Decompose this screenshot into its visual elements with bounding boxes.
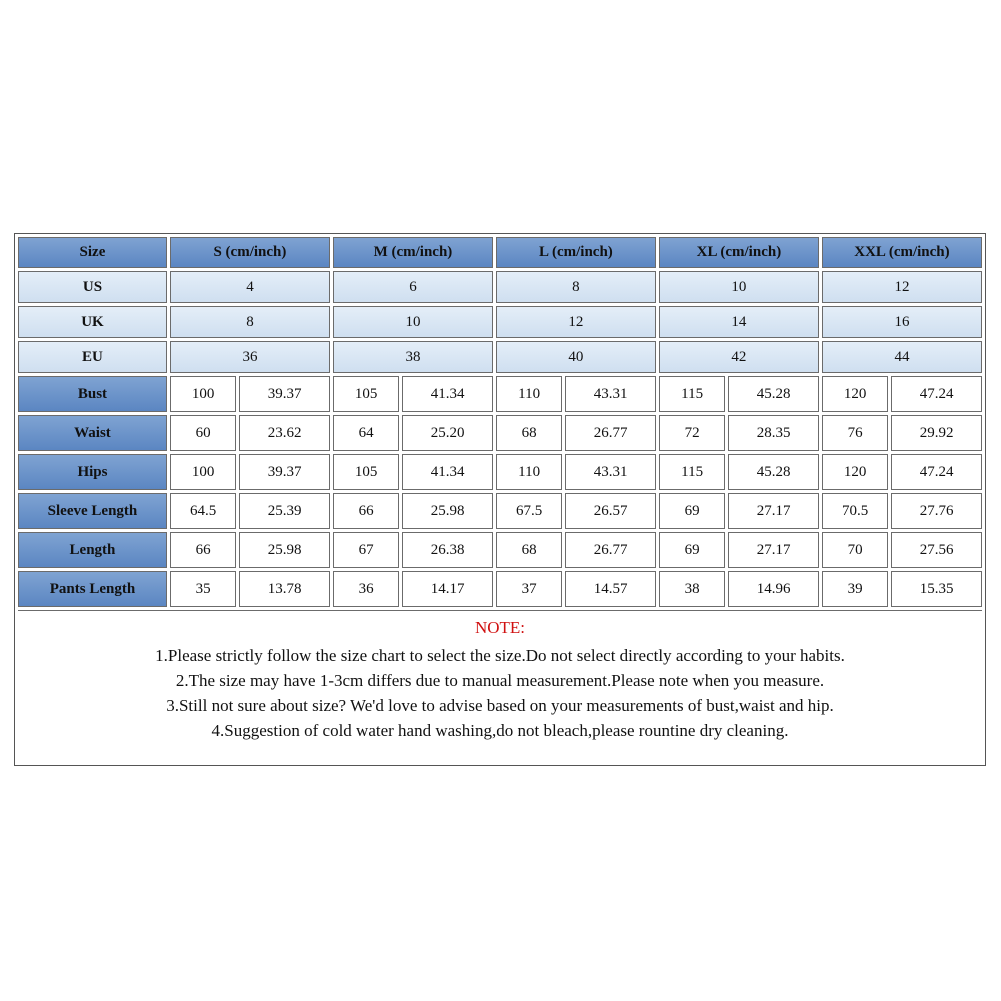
table-cell: 36	[333, 571, 399, 607]
table-row	[18, 415, 982, 451]
table-cell: 26.77	[565, 415, 656, 451]
table-cell: 6	[333, 271, 493, 303]
table-row	[18, 306, 982, 338]
table-row	[18, 271, 982, 303]
table-cell: 100	[170, 454, 236, 490]
table-cell: 10	[659, 271, 819, 303]
table-cell: 27.17	[728, 532, 819, 568]
table-cell: 45.28	[728, 454, 819, 490]
table-cell: 8	[170, 306, 330, 338]
note-line: 3.Still not sure about size? We'd love to advise based on your measurements of bust,waist and hip.	[166, 696, 834, 715]
table-cell: 60	[170, 415, 236, 451]
table-cell: 69	[659, 493, 725, 529]
table-cell: 110	[496, 376, 562, 412]
table-cell: 40	[496, 341, 656, 373]
table-cell: 39.37	[239, 376, 330, 412]
table-cell: 39	[822, 571, 888, 607]
table-cell: 64.5	[170, 493, 236, 529]
size-table	[15, 234, 985, 610]
table-cell: 16	[822, 306, 982, 338]
table-cell: 120	[822, 454, 888, 490]
row-label: EU	[18, 341, 167, 373]
table-cell: 42	[659, 341, 819, 373]
note-line: 1.Please strictly follow the size chart to select the size.Do not select directly according to your habits.	[155, 646, 845, 665]
table-cell: 120	[822, 376, 888, 412]
table-row	[18, 454, 982, 490]
table-cell: 25.98	[239, 532, 330, 568]
table-cell: 14.96	[728, 571, 819, 607]
table-cell: 4	[170, 271, 330, 303]
size-column-header: XXL (cm/inch)	[822, 237, 982, 268]
table-cell: 67	[333, 532, 399, 568]
table-cell: 66	[170, 532, 236, 568]
table-cell: 13.78	[239, 571, 330, 607]
notes-section	[18, 610, 982, 743]
table-cell: 44	[822, 341, 982, 373]
table-cell: 105	[333, 454, 399, 490]
table-cell: 41.34	[402, 376, 493, 412]
table-cell: 29.92	[891, 415, 982, 451]
table-cell: 76	[822, 415, 888, 451]
table-cell: 14.57	[565, 571, 656, 607]
table-row	[18, 376, 982, 412]
table-row	[18, 571, 982, 607]
row-label: Length	[18, 532, 167, 568]
table-cell: 115	[659, 376, 725, 412]
note-line: 4.Suggestion of cold water hand washing,do not bleach,please rountine dry cleaning.	[211, 721, 789, 740]
table-cell: 105	[333, 376, 399, 412]
row-label: Sleeve Length	[18, 493, 167, 529]
table-cell: 37	[496, 571, 562, 607]
table-cell: 15.35	[891, 571, 982, 607]
table-cell: 47.24	[891, 454, 982, 490]
table-cell: 27.56	[891, 532, 982, 568]
table-cell: 12	[496, 306, 656, 338]
table-cell: 100	[170, 376, 236, 412]
table-row	[18, 532, 982, 568]
row-label: Bust	[18, 376, 167, 412]
table-cell: 12	[822, 271, 982, 303]
note-title: NOTE:	[474, 618, 526, 637]
table-cell: 70.5	[822, 493, 888, 529]
table-cell: 43.31	[565, 454, 656, 490]
table-cell: 14.17	[402, 571, 493, 607]
table-row	[18, 341, 982, 373]
row-label: US	[18, 271, 167, 303]
table-cell: 41.34	[402, 454, 493, 490]
table-cell: 26.77	[565, 532, 656, 568]
table-cell: 115	[659, 454, 725, 490]
size-column-header: S (cm/inch)	[170, 237, 330, 268]
table-cell: 26.57	[565, 493, 656, 529]
size-column-header: M (cm/inch)	[333, 237, 493, 268]
table-cell: 39.37	[239, 454, 330, 490]
size-column-header: XL (cm/inch)	[659, 237, 819, 268]
table-cell: 72	[659, 415, 725, 451]
table-cell: 35	[170, 571, 236, 607]
size-header-label: Size	[18, 237, 167, 268]
table-cell: 36	[170, 341, 330, 373]
table-cell: 110	[496, 454, 562, 490]
table-cell: 66	[333, 493, 399, 529]
table-cell: 27.17	[728, 493, 819, 529]
table-cell: 38	[333, 341, 493, 373]
table-cell: 23.62	[239, 415, 330, 451]
row-label: Hips	[18, 454, 167, 490]
header-row	[18, 237, 982, 268]
table-cell: 68	[496, 415, 562, 451]
size-chart	[14, 233, 986, 766]
table-cell: 8	[496, 271, 656, 303]
size-column-header: L (cm/inch)	[496, 237, 656, 268]
table-cell: 47.24	[891, 376, 982, 412]
table-row	[18, 493, 982, 529]
table-cell: 14	[659, 306, 819, 338]
table-cell: 68	[496, 532, 562, 568]
table-cell: 69	[659, 532, 725, 568]
table-cell: 25.20	[402, 415, 493, 451]
table-cell: 26.38	[402, 532, 493, 568]
row-label: UK	[18, 306, 167, 338]
table-cell: 67.5	[496, 493, 562, 529]
note-line: 2.The size may have 1-3cm differs due to manual measurement.Please note when you measure.	[175, 671, 825, 690]
table-cell: 25.98	[402, 493, 493, 529]
row-label: Pants Length	[18, 571, 167, 607]
table-cell: 43.31	[565, 376, 656, 412]
table-cell: 38	[659, 571, 725, 607]
table-cell: 64	[333, 415, 399, 451]
table-cell: 70	[822, 532, 888, 568]
table-cell: 10	[333, 306, 493, 338]
table-cell: 27.76	[891, 493, 982, 529]
table-cell: 28.35	[728, 415, 819, 451]
table-cell: 45.28	[728, 376, 819, 412]
row-label: Waist	[18, 415, 167, 451]
table-cell: 25.39	[239, 493, 330, 529]
